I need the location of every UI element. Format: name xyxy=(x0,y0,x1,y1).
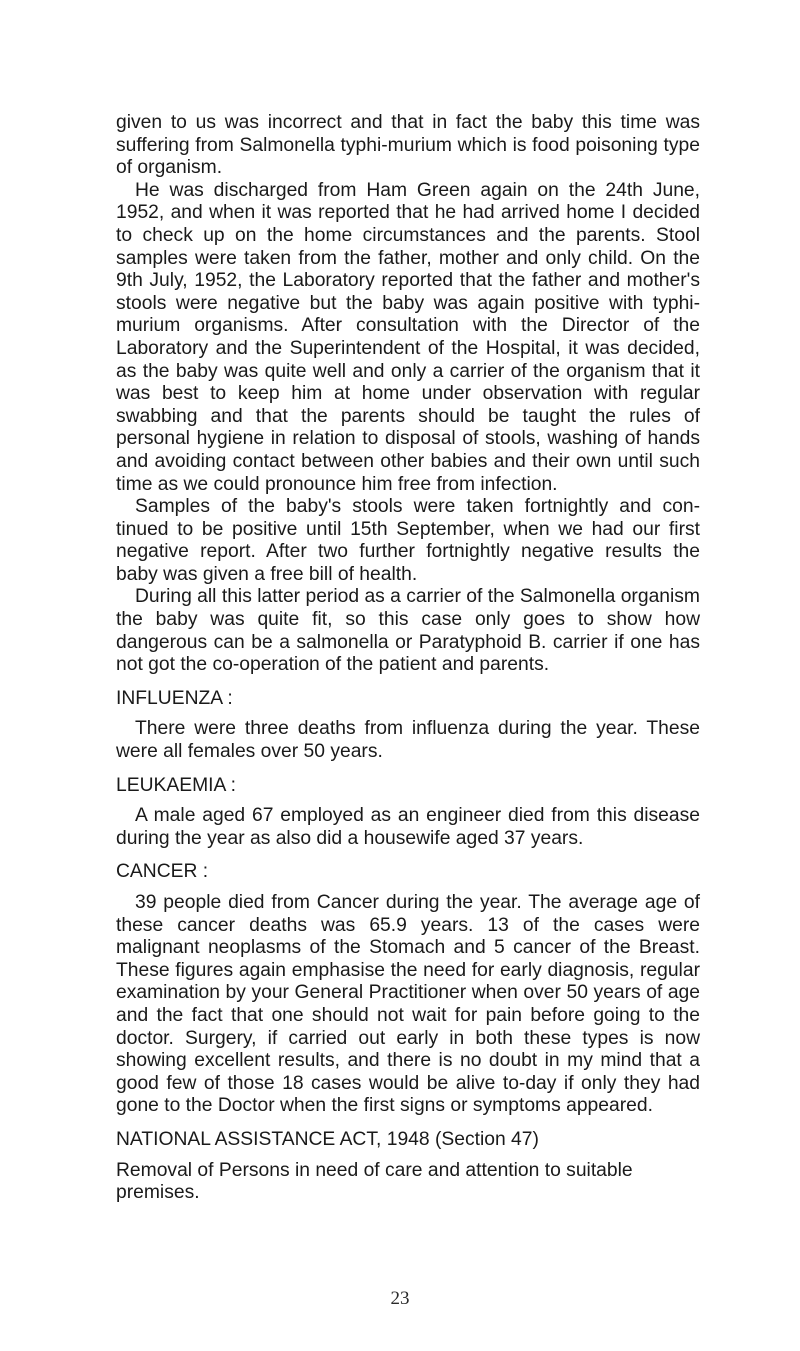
heading-national-assistance: NATIONAL ASSISTANCE ACT, 1948 (Section 47) xyxy=(116,1128,539,1150)
paragraph-salmonella-intro: given to us was incorrect and that in fact the baby this time was suffering from Salmonella typhi-murium which is food poisoning type of organism. xyxy=(116,112,700,179)
heading-cancer: CANCER : xyxy=(116,861,209,883)
paragraph-discharge: He was discharged from Ham Green again on the 24th June, 1952, and when it was reported that he had arrived home I decided to check up on the home circumstances and the parents. Stool samples were taken from the father, mother and only child. On the 9th July, 1952, the Laboratory reported that the father and mother's stools were negative but the baby was again positive with typhi-murium organisms. After consultation with the Director of the Laboratory and the Superintendent of the Hospital, it was decided, as the baby was quite well and only a carrier of the organism that it was best to keep him at home under observation with regular swabbing and that the parents should be taught the rules of personal hygiene in relation to disposal of stools, washing of hands and avoiding contact between other babies and their own until such time as we could pronounce him free from infection. xyxy=(116,179,700,495)
paragraph-influenza: There were three deaths from influenza during the year. These were all females over 50 years. xyxy=(116,718,700,763)
heading-leukaemia: LEUKAEMIA : xyxy=(116,774,237,796)
paragraph-samples: Samples of the baby's stools were taken fortnightly and con- tinued to be positive until 15th September, when we had our first negative report. After two further fortnightly negative results the baby was given a free bill of health. xyxy=(116,496,700,585)
page-number: 23 xyxy=(390,1288,410,1309)
paragraph-national-assistance: Removal of Persons in need of care and attention to suitable premises. xyxy=(116,1159,633,1204)
paragraph-carrier: During all this latter period as a carrier of the Salmonella organism the baby was quite fit, so this case only goes to show how dangerous can be a salmonella or Paratyphoid B. carrier if one has not got the co-operation of the patient and parents. xyxy=(116,586,700,676)
paragraph-cancer: 39 people died from Cancer during the year. The average age of these cancer deaths was 65.9 years. 13 of the cases were malignant neoplasms of the Stomach and 5 cancer of the Breast. These figures again emphasise the need for early diagnosis, regular examination by your General Practitioner when over 50 years of age and the fact that one should not wait for pain before going to the doctor. Surgery, if carried out early in both these types is now showing excellent results, and there is no doubt in my mind that a good few of those 18 cases would be alive to-day if only they had gone to the Doctor when the first signs or symptoms appeared. xyxy=(116,892,700,1117)
document-page xyxy=(116,112,700,1205)
paragraph-leukaemia: A male aged 67 employed as an engineer died from this disease during the year as also did a housewife aged 37 years. xyxy=(116,805,700,849)
heading-influenza: INFLUENZA : xyxy=(116,687,233,709)
